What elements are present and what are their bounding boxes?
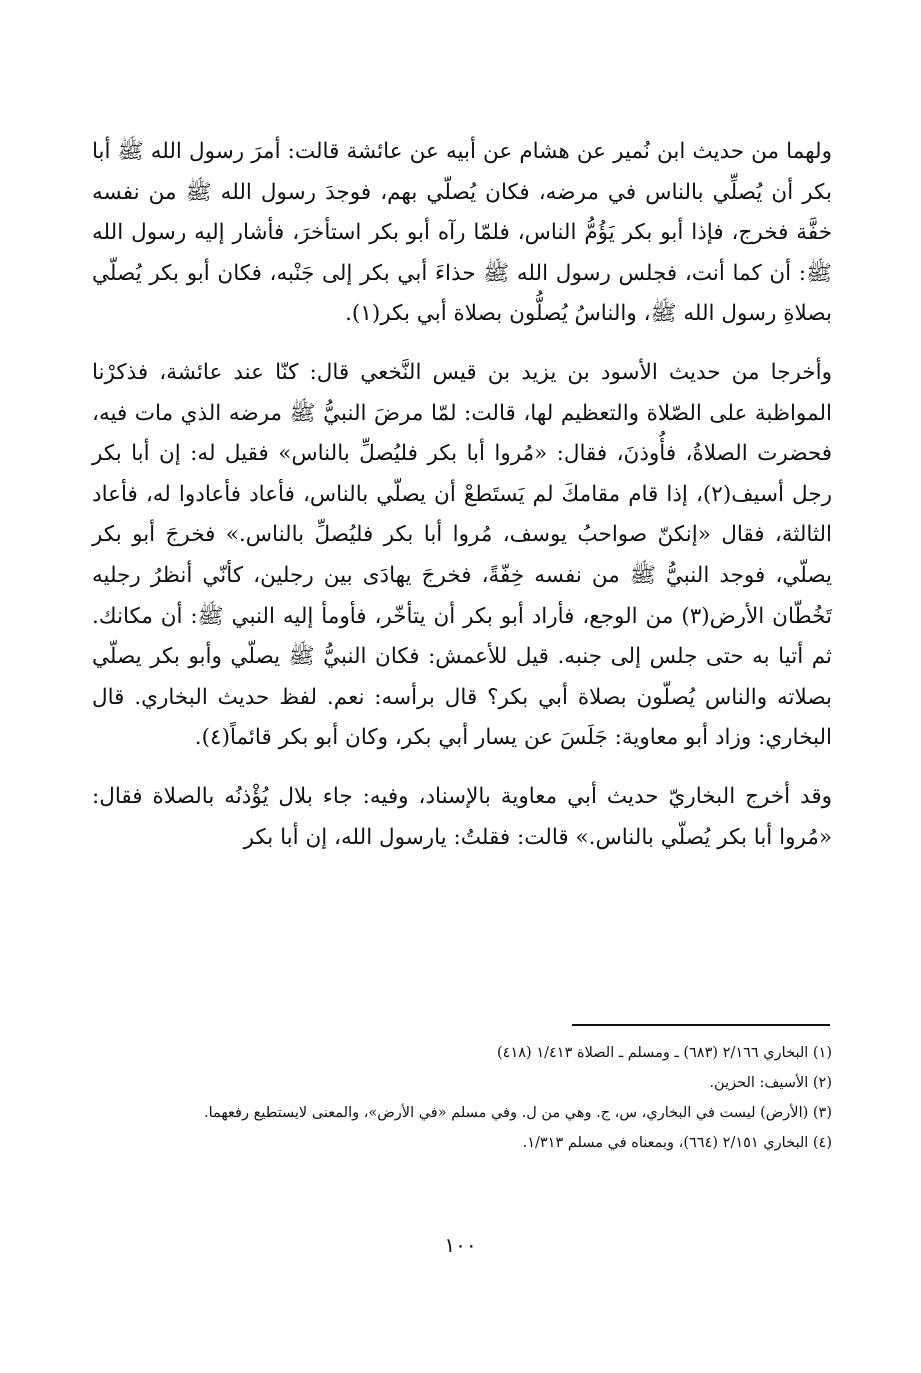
footnote-1: (١) البخاري ٢/١٦٦ (٦٨٣) ـ ومسلم ـ الصلاة ١/٤١٣ (٤١٨) — [497, 1045, 832, 1061]
page-number: ١٠٠ — [444, 1233, 477, 1257]
main-text — [92, 132, 832, 858]
paragraph-2: وأخرجا من حديث الأسود بن يزيد بن قيس النَّخعي قال: كنّا عند عائشة، فذكرْنا المواظبة على الصّلاة والتعظيم لها، قالت: لمّا مرضَ النبيُّ ﷺ مرضه الذي مات فيه، فحضرت الصلاةُ، فأُوذنَ، فقال: «مُروا أبا بكر فليُصلِّ بالناس» فقيل له: إن أبا بكر رجل أسيف(٢)، إذا قام مقامكَ لم يَستَطعْ أن يصلّي بالناس، فأعاد فأعادوا له، فأعاد الثالثة، فقال «إنكنّ صواحبُ يوسف، مُروا أبا بكر فليُصلِّ بالناس.» فخرجَ أبو بكر يصلّي، فوجد النبيُّ ﷺ من نفسه خِفّةً، فخرجَ يهادَى بين رجلين، كأنّي أنظرُ رجليه تَخُطّان الأرض(٣) من الوجع، فأراد أبو بكر أن يتأخّر، فأومأ إليه النبي ﷺ: أن مكانك. ثم أتيا به حتى جلس إلى جنبه. قيل للأعمش: فكان النبيُّ ﷺ يصلّي وأبو بكر يصلّي بصلاته والناس يُصلّون بصلاة أبي بكر؟ قال برأسه: نعم. لفظ حديث البخاري. قال البخاري: وزاد أبو معاوية: جَلَسَ عن يسار أبي بكر، وكان أبو بكر قائماً(٤). — [92, 359, 832, 751]
footnote-2: (٢) الأسيف: الحزين. — [709, 1075, 832, 1091]
footnote-3: (٣) (الأرض) ليست في البخاري، س، ج. وهي من ل. وفي مسلم «في الأرض»، والمعنى لايستطيع رفعهما. — [203, 1105, 832, 1121]
footnotes — [92, 1038, 832, 1158]
paragraph-1: ولهما من حديث ابن نُمير عن هشام عن أبيه عن عائشة قالت: أمرَ رسول الله ﷺ أبا بكر أن يُصلِّي بالناس في مرضه، فكان يُصلّي بهم، فوجدَ رسول الله ﷺ من نفسه خفَّة فخرج، فإذا أبو بكر يَؤُمُّ الناس، فلمّا رآه أبو بكر استأخرَ، فأشار إليه رسول الله ﷺ: أن كما أنت، فجلس رسول الله ﷺ حذاءَ أبي بكر إلى جَنْبه، فكان أبو بكر يُصلّي بصلاةِ رسول الله ﷺ، والناسُ يُصلُّون بصلاة أبي بكر(١). — [92, 139, 832, 327]
footnote-separator — [572, 1024, 830, 1026]
paragraph-3: وقد أخرج البخاريّ حديث أبي معاوية بالإسناد، وفيه: جاء بلال يُؤْذنُه بالصلاة فقال: «مُروا أبا بكر يُصلّي بالناس.» قالت: فقلتُ: يارسول الله، إن أبا بكر — [92, 783, 832, 850]
footnote-4: (٤) البخاري ٢/١٥١ (٦٦٤)، وبمعناه في مسلم ١/٣١٣. — [522, 1135, 832, 1151]
